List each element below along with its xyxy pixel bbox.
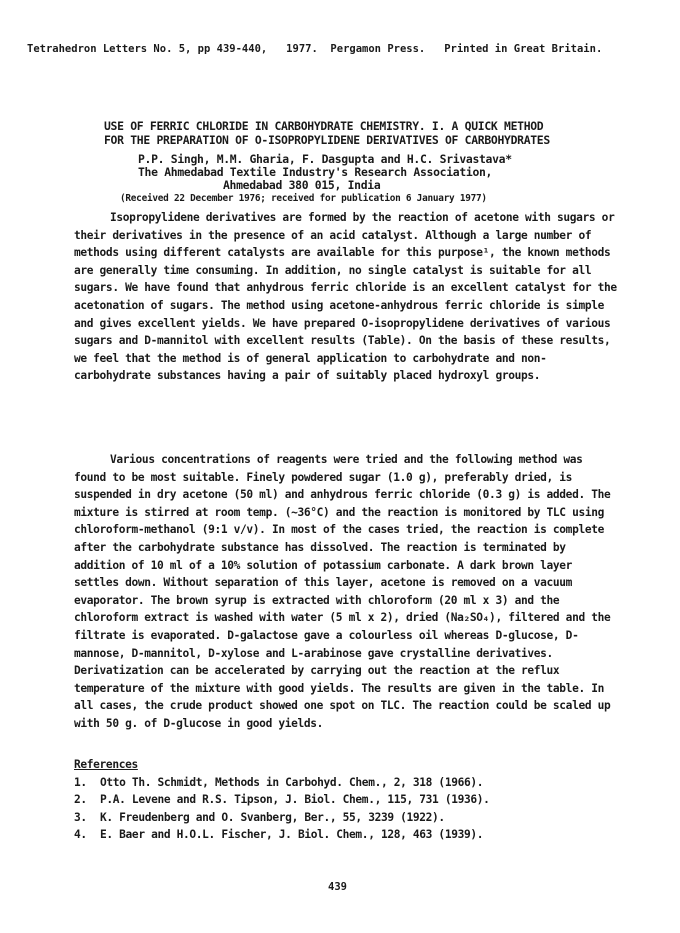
affiliation-line-1: The Ahmedabad Textile Industry's Research Association,: [138, 165, 493, 179]
reference-number: 1.: [74, 775, 87, 789]
page-number: 439: [328, 881, 347, 893]
reference-item: [74, 791, 618, 809]
journal-header: Tetrahedron Letters No. 5, pp 439-440, 1977. Pergamon Press. Printed in Great Britain.: [27, 43, 603, 55]
reference-number: 4.: [74, 828, 87, 842]
reference-item: [74, 826, 618, 844]
reference-text: P.A. Levene and R.S. Tipson, J. Biol. Chem., 115, 731 (1936).: [100, 793, 490, 807]
article-title: [104, 119, 624, 147]
reference-item: [74, 809, 618, 827]
title-line-2: FOR THE PREPARATION OF O-ISOPROPYLIDENE DERIVATIVES OF CARBOHYDRATES: [104, 133, 550, 147]
references-section: [74, 756, 618, 844]
body-paragraph-2: [74, 451, 618, 733]
references-heading: References: [74, 758, 138, 771]
paragraph-1-text: Isopropylidene derivatives are formed by the reaction of acetone with sugars or their derivatives in the presence of an acid catalyst. Although a large number of methods using different catalysts are available for this purpose¹, the known methods are generally time consuming. In addition, no single catalyst is suitable for all sugars. We have found that anhydrous ferric chloride is an excellent catalyst for the acetonation of sugars. The method using acetone-anhydrous ferric chloride is simple and gives excellent yields. We have prepared O-isopropylidene derivatives of various sugars and D-mannitol with excellent results (Table). On the basis of these results, we feel that the method is of general application to carbohydrate and non-carbohydrate substances having a pair of suitably placed hydroxyl groups.: [74, 211, 617, 383]
reference-number: 2.: [74, 793, 87, 807]
reference-text: E. Baer and H.O.L. Fischer, J. Biol. Chem., 128, 463 (1939).: [100, 828, 484, 842]
reference-text: K. Freudenberg and O. Svanberg, Ber., 55, 3239 (1922).: [100, 810, 445, 824]
reference-number: 3.: [74, 810, 87, 824]
reference-text: Otto Th. Schmidt, Methods in Carbohyd. Chem., 2, 318 (1966).: [100, 775, 484, 789]
paragraph-2-text: Various concentrations of reagents were tried and the following method was found to be most suitable. Finely powdered sugar (1.0 g), preferably dried, is suspended in dry acetone (50 ml) and anhydrous ferric chloride (0.3 g) is added. The mixture is stirred at room temp. (~36°C) and the reaction is monitored by TLC using chloroform-methanol (9:1 v/v). In most of the cases tried, the reaction is complete after the carbohydrate substance has dissolved. The reaction is terminated by addition of 10 ml of a 10% solution of potassium carbonate. A dark brown layer settles down. Without separation of this layer, acetone is removed on a vacuum evaporator. The brown syrup is extracted with chloroform (20 ml x 3) and the chloroform extract is washed with water (5 ml x 2), dried (Na₂SO₄), filtered and the filtrate is evaporated. D-galactose gave a colourless oil whereas D-glucose, D-mannose, D-mannitol, D-xylose and L-arabinose gave crystalline derivatives. Derivatization can be accelerated by carrying out the reaction at the reflux temperature of the mixture with good yields. The results are given in the table. In all cases, the crude product showed one spot on TLC. The reaction could be scaled up with 50 g. of D-glucose in good yields.: [74, 453, 611, 730]
title-line-1: USE OF FERRIC CHLORIDE IN CARBOHYDRATE CHEMISTRY. I. A QUICK METHOD: [104, 119, 544, 133]
author-block: [138, 153, 618, 192]
body-paragraph-1: [74, 209, 618, 385]
affiliation-line-2: Ahmedabad 380 015, India: [223, 178, 381, 192]
received-dates: (Received 22 December 1976; received for publication 6 January 1977): [120, 193, 487, 204]
author-names: P.P. Singh, M.M. Gharia, F. Dasgupta and H.C. Srivastava*: [138, 152, 512, 166]
reference-item: [74, 774, 618, 792]
